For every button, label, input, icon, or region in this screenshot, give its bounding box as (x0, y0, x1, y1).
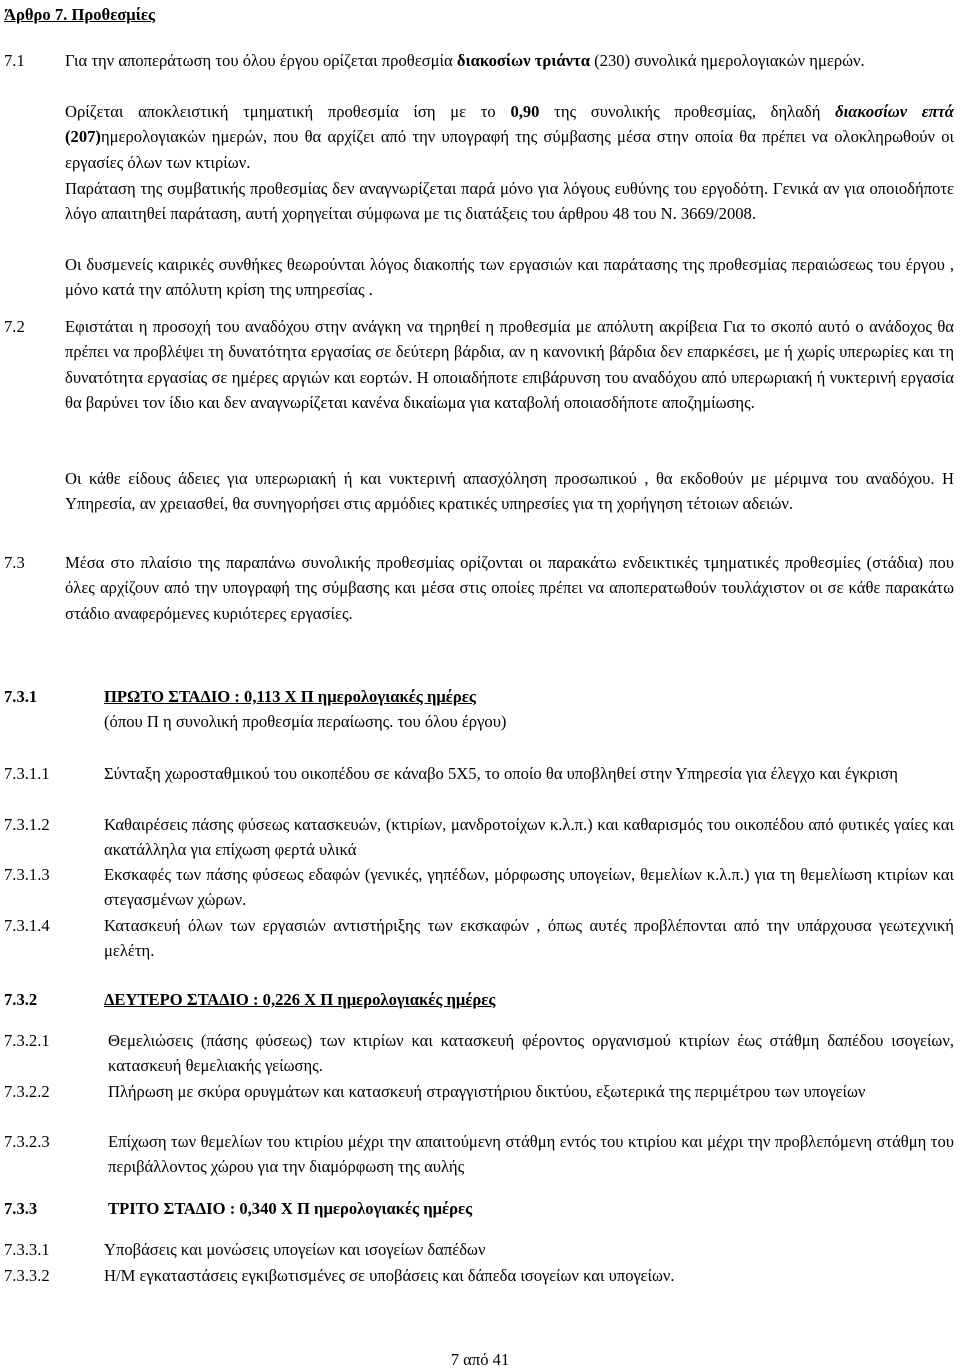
section-7-2-paragraph-2: Οι κάθε είδους άδειες για υπερωριακή ή και νυκτερινή απασχόληση προσωπικού , θα εκδοθούν με μέριμνα του αναδόχου. Η Υπηρεσία, αν χρειασθεί, θα συνηγορήσει στις αρμόδιες κρατικές υπηρεσίες για τη χορήγηση τέτοιων αδειών. (65, 469, 954, 514)
stage-3-number: 7.3.3 (4, 1199, 38, 1218)
item-7-3-2-2-number: 7.3.2.2 (4, 1082, 50, 1101)
item-7-3-3-1-text: Υποβάσεις και μονώσεις υπογείων και ισογείων δαπέδων (104, 1240, 486, 1259)
item-7-3-2-1-text: Θεμελιώσεις (πάσης φύσεως) των κτιρίων και κατασκευή φέροντος οργανισμού κτιρίων έως στάθμη δαπέδου ισογείων, κατασκευή θεμελιακής γείωσης. (108, 1031, 954, 1076)
stage-2-heading: ΔΕΥΤΕΡΟ ΣΤΑΔΙΟ : 0,226 Χ Π ημερολογιακές ημέρες (104, 990, 496, 1009)
stage-2-number: 7.3.2 (4, 990, 38, 1009)
item-7-3-1-2-text: Καθαιρέσεις πάσης φύσεως κατασκευών, (κτιρίων, μανδροτοίχων κ.λ.π.) και καθαρισμός του οικοπέδου από φυτικές γαίες και ακατάλληλα για επίχωση φερτά υλικά (104, 815, 954, 860)
stage-1-heading: ΠΡΩΤΟ ΣΤΑΔΙΟ : 0,113 Χ Π ημερολογιακές ημέρες (104, 687, 476, 706)
item-7-3-3-1-number: 7.3.3.1 (4, 1240, 50, 1259)
stage-1-number: 7.3.1 (4, 687, 38, 706)
stage-1-note: (όπου Π η συνολική προθεσμία περαίωσης. του όλου έργου) (104, 712, 507, 731)
item-7-3-1-1-number: 7.3.1.1 (4, 764, 50, 783)
item-7-3-2-3-text: Επίχωση των θεμελίων του κτιρίου μέχρι την απαιτούμενη στάθμη εντός του κτιρίου και μέχρι την προβλεπόμενη στάθμη του περιβάλλοντος χώρου για την διαμόρφωση της αυλής (108, 1132, 954, 1177)
section-7-2-paragraph-1: Εφιστάται η προσοχή του αναδόχου στην ανάγκη να τηρηθεί η προθεσμία με απόλυτη ακρίβεια Για το σκοπό αυτό ο ανάδοχος θα πρέπει να προβλέψει τη δυνατότητα εργασίας σε δεύτερη βάρδια, αν η κανονική βάρδια δεν επαρκέσει, με ή χωρίς υπερωρίες και τη δυνατότητα εργασίας σε ημέρες αργιών και εορτών. Η οποιαδήποτε επιβάρυνση του αναδόχου από υπερωριακή ή νυκτερινή εργασία θα βαρύνει τον ίδιο και δεν αναγνωρίζεται κανένα δικαίωμα για καταβολή οποιασδήποτε αποζημίωσης. (65, 317, 954, 413)
stage-3-heading: ΤΡΙΤΟ ΣΤΑΔΙΟ : 0,340 Χ Π ημερολογιακές ημέρες (108, 1199, 473, 1218)
article-title: Άρθρο 7. Προθεσμίες (4, 5, 155, 24)
section-7-1-paragraph-3: Παράταση της συμβατικής προθεσμίας δεν αναγνωρίζεται παρά μόνο για λόγους ευθύνης του εργοδότη. Γενικά αν για οποιοδήποτε λόγο απαιτηθεί παράταση, αυτή χορηγείται σύμφωνα με τις διατάξεις του άρθρου 48 του Ν. 3669/2008. (65, 179, 954, 224)
item-7-3-2-3-number: 7.3.2.3 (4, 1132, 50, 1151)
section-7-1-paragraph-1: Για την αποπεράτωση του όλου έργου ορίζεται προθεσμία διακοσίων τριάντα (230) συνολικά ημερολογιακών ημερών. (65, 51, 865, 70)
section-7-3-number: 7.3 (4, 553, 25, 572)
section-7-1-number: 7.1 (4, 51, 25, 70)
section-7-1-paragraph-4: Οι δυσμενείς καιρικές συνθήκες θεωρούνται λόγος διακοπής των εργασιών και παράτασης της προθεσμίας περαιώσεως του έργου , μόνο κατά την απόλυτη κρίση της υπηρεσίας . (65, 255, 954, 300)
item-7-3-1-3-number: 7.3.1.3 (4, 865, 50, 884)
item-7-3-3-2-text: Η/Μ εγκαταστάσεις εγκιβωτισμένες σε υποβάσεις και δάπεδα ισογείων και υπογείων. (104, 1266, 675, 1285)
item-7-3-3-2-number: 7.3.3.2 (4, 1266, 50, 1285)
section-7-1-paragraph-2: Ορίζεται αποκλειστική τμηματική προθεσμία ίση με το 0,90 της συνολικής προθεσμίας, δηλαδή διακοσίων επτά (207)ημερολογιακών ημερών, που θα αρχίζει από την υπογραφή της σύμβασης μέσα στην οποία θα πρέπει να ολοκληρωθούν οι εργασίες όλων των κτιρίων. (65, 102, 954, 172)
item-7-3-1-2-number: 7.3.1.2 (4, 815, 50, 834)
item-7-3-1-4-number: 7.3.1.4 (4, 916, 50, 935)
section-7-2-number: 7.2 (4, 317, 25, 336)
item-7-3-1-3-text: Εκσκαφές των πάσης φύσεως εδαφών (γενικές, γηπέδων, μόρφωσης υπογείων, θεμελίων κ.λ.π.) για τη θεμελίωση κτιρίων και στεγασμένων χώρων. (104, 865, 954, 910)
section-7-3-paragraph: Μέσα στο πλαίσιο της παραπάνω συνολικής προθεσμίας ορίζονται οι παρακάτω ενδεικτικές τμηματικές προθεσμίες (στάδια) που όλες αρχίζουν από την υπογραφή της σύμβασης και μέσα στις οποίες πρέπει να αποπερατωθούν τουλάχιστον οι σε κάθε παρακάτω στάδιο αναφερόμενες κυριότερες εργασίες. (65, 553, 954, 623)
item-7-3-2-2-text: Πλήρωση με σκύρα ορυγμάτων και κατασκευή στραγγιστήριου δικτύου, εξωτερικά της περιμέτρου των υπογείων (108, 1082, 866, 1101)
item-7-3-2-1-number: 7.3.2.1 (4, 1031, 50, 1050)
item-7-3-1-4-text: Κατασκευή όλων των εργασιών αντιστήριξης των εκσκαφών , όπως αυτές προβλέπονται από την υπάρχουσα γεωτεχνική μελέτη. (104, 916, 954, 961)
page-number-footer: 7 από 41 (450, 1350, 510, 1369)
item-7-3-1-1-text: Σύνταξη χωροσταθμικού του οικοπέδου σε κάναβο 5Χ5, το οποίο θα υποβληθεί στην Υπηρεσία για έλεγχο και έγκριση (104, 764, 898, 783)
